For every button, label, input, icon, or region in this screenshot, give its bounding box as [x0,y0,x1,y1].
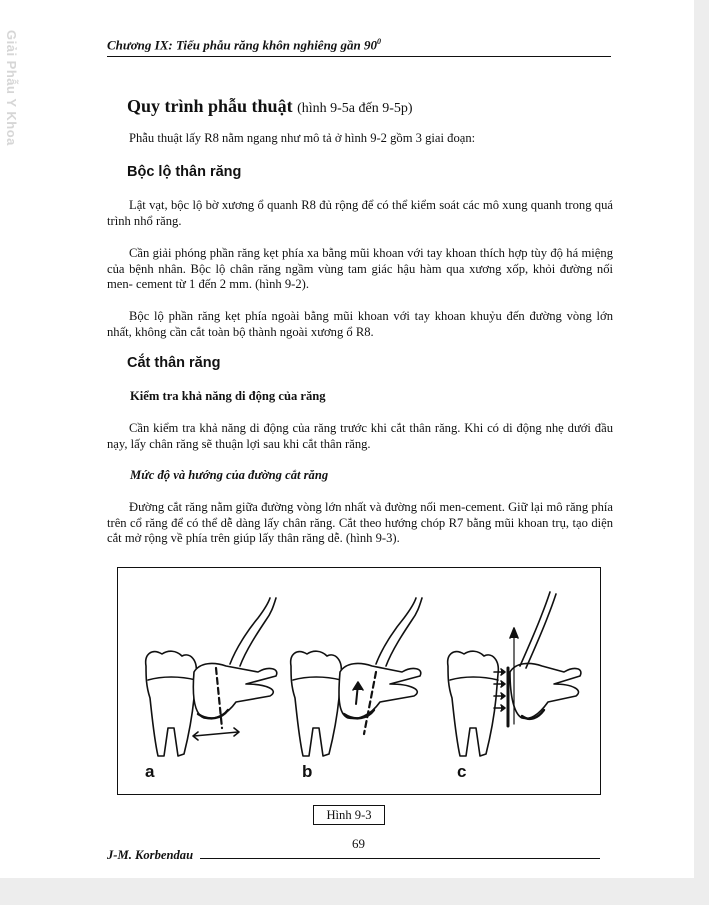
footer-rule [200,858,600,859]
section-title-text: Quy trình phẫu thuật [127,96,293,116]
panel-a-drawing [146,598,277,756]
degree-superscript: 0 [377,37,382,46]
section-title [127,96,413,117]
running-header-title: Chương IX: Tiểu phẫu răng khôn nghiêng gần 90 [107,37,378,53]
cut-line-subheading: Mức độ và hướng của đường cắt răng [130,468,329,482]
panel-c-drawing [448,592,581,756]
header-rule [107,56,611,57]
cut-line-paragraph: Đường cắt răng nằm giữa đường vòng lớn nhất và đường nối men-cement. Giữ lại mô răng phía trên cổ răng để có thể dễ dàng lấy chân răng. Cắt theo hướng chóp R7 bằng mũi khoan trụ, tạo diện cắt mở rộng về phía trên giúp lấy thân răng dễ. (hình 9-3). [107,500,613,545]
panel-label-a: a [145,762,155,781]
page-number: 69 [352,836,365,851]
stage1-paragraph-2: Cần giải phóng phần răng kẹt phía xa bằng mũi khoan với tay khoan thích hợp tùy độ há miệng của bệnh nhân. Bộc lộ chân răng ngầm vùng tam giác hậu hàm qua xương xốp, khỏi đường nối men- cement từ 1 đến 2 mm. (hình 9-2). [107,246,613,291]
intro-paragraph: Phẫu thuật lấy R8 nằm ngang như mô tả ở hình 9-2 gồm 3 giai đoạn: [129,131,476,145]
footer-author: J-M. Korbendau [107,848,194,862]
mobility-paragraph: Cần kiểm tra khả năng di động của răng trước khi cắt thân răng. Khi có di động nhẹ dưới đầu nạy, lấy chân răng sẽ thuận lợi sau khi cắt thân răng. [107,421,613,451]
figure-caption: Hình 9-3 [313,805,385,825]
stage1-paragraph-3: Bộc lộ phần răng kẹt phía ngoài bằng mũi khoan với tay khoan khuỷu đến đường vòng lớn nhất, không cần cắt toàn bộ thành ngoài xương ổ R8. [107,309,613,339]
panel-b-drawing [291,598,422,756]
stage1-heading: Bộc lộ thân răng [127,164,242,180]
section-figure-ref: (hình 9-5a đến 9-5p) [297,101,413,116]
watermark: Giải Phẫu Y Khoa [4,30,19,146]
panel-label-b: b [302,762,313,781]
figure-9-3 [117,567,601,795]
mobility-subheading: Kiểm tra khả năng di động của răng [130,389,326,403]
stage1-paragraph-1: Lật vạt, bộc lộ bờ xương ổ quanh R8 đủ rộng để có thể kiểm soát các mô xung quanh trong quá trình nhổ răng. [107,198,613,228]
stage2-heading: Cắt thân răng [127,355,221,371]
running-header [107,37,381,53]
tooth-sectioning-illustration [118,568,599,793]
panel-label-c: c [457,762,467,781]
